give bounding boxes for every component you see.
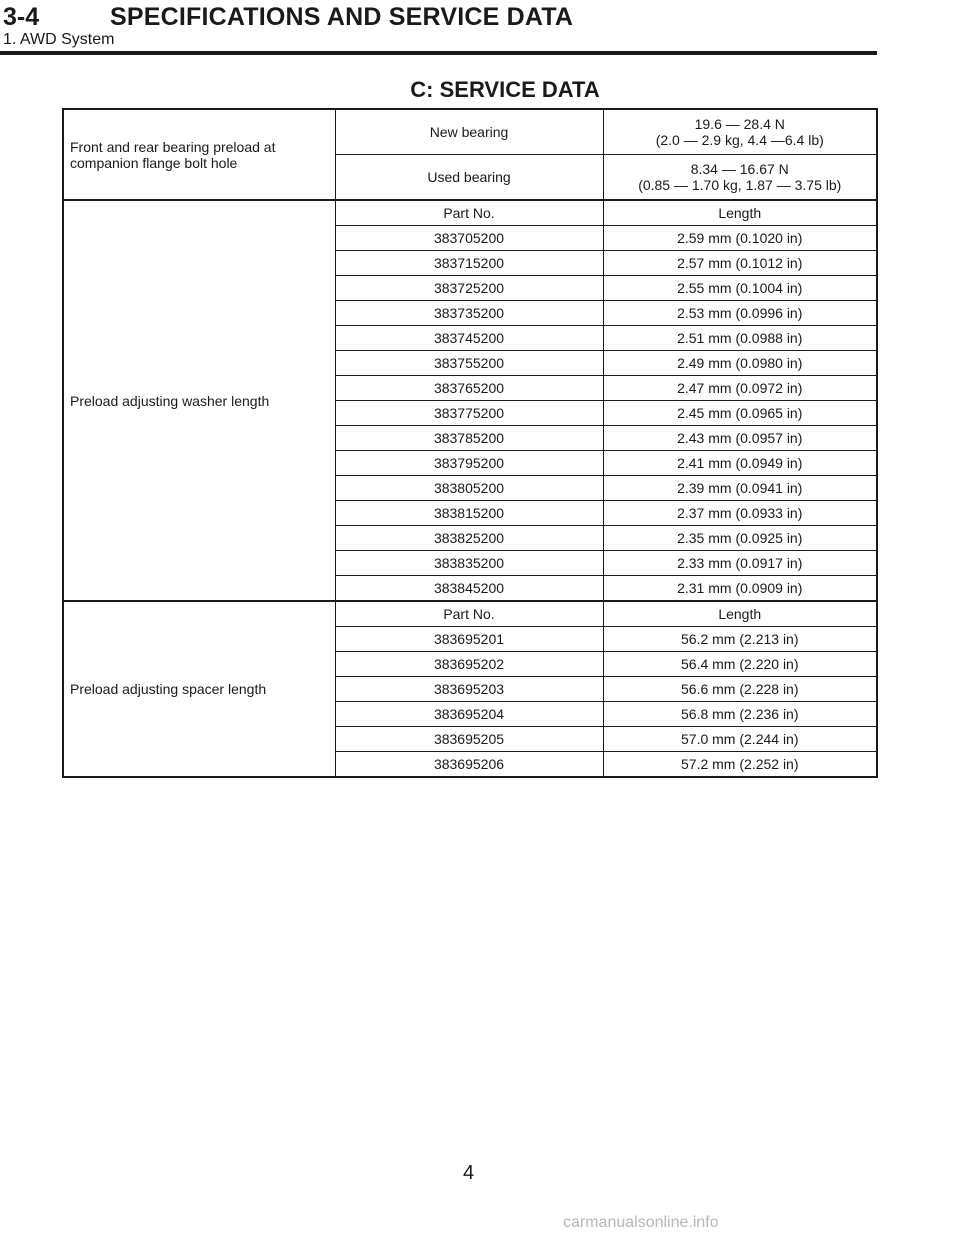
part-number-cell: 383775200 [335, 401, 603, 426]
part-number-cell: 383785200 [335, 426, 603, 451]
washer-length-label: Preload adjusting washer length [63, 200, 335, 601]
part-number-cell: 383695206 [335, 752, 603, 778]
length-cell: 2.43 mm (0.0957 in) [603, 426, 877, 451]
spacer-part-header: Part No. [335, 601, 603, 627]
length-cell: 56.4 mm (2.220 in) [603, 652, 877, 677]
section-title: C: SERVICE DATA [410, 77, 600, 102]
length-cell: 56.8 mm (2.236 in) [603, 702, 877, 727]
part-number-cell: 383695204 [335, 702, 603, 727]
used-bearing-value: 8.34 — 16.67 N (0.85 — 1.70 kg, 1.87 — 3.75 lb) [603, 155, 877, 201]
length-cell: 56.2 mm (2.213 in) [603, 627, 877, 652]
part-number-cell: 383745200 [335, 326, 603, 351]
part-number-cell: 383695205 [335, 727, 603, 752]
washer-length-header: Length [603, 200, 877, 226]
spacer-length-header: Length [603, 601, 877, 627]
part-number-cell: 383705200 [335, 226, 603, 251]
part-number-cell: 383725200 [335, 276, 603, 301]
part-number-cell: 383815200 [335, 501, 603, 526]
length-cell: 2.41 mm (0.0949 in) [603, 451, 877, 476]
part-number-cell: 383835200 [335, 551, 603, 576]
watermark: carmanualsonline.info [563, 1214, 719, 1231]
length-cell: 56.6 mm (2.228 in) [603, 677, 877, 702]
length-cell: 2.31 mm (0.0909 in) [603, 576, 877, 602]
new-bearing-value: 19.6 — 28.4 N (2.0 — 2.9 kg, 4.4 —6.4 lb) [603, 109, 877, 155]
length-cell: 2.37 mm (0.0933 in) [603, 501, 877, 526]
section-number: 3-4 [3, 3, 40, 31]
part-number-cell: 383695203 [335, 677, 603, 702]
washer-section [63, 200, 877, 601]
part-number-cell: 383755200 [335, 351, 603, 376]
length-cell: 2.53 mm (0.0996 in) [603, 301, 877, 326]
bearing-preload-label: Front and rear bearing preload at companion flange bolt hole [63, 109, 335, 200]
page-header-subtitle: 1. AWD System [3, 31, 115, 48]
page-header-title: SPECIFICATIONS AND SERVICE DATA [110, 3, 574, 31]
table-row [63, 109, 877, 155]
length-cell: 2.55 mm (0.1004 in) [603, 276, 877, 301]
length-cell: 2.57 mm (0.1012 in) [603, 251, 877, 276]
part-number-cell: 383845200 [335, 576, 603, 602]
length-cell: 2.49 mm (0.0980 in) [603, 351, 877, 376]
table-row [63, 601, 877, 627]
service-data-table [62, 108, 878, 778]
length-cell: 2.33 mm (0.0917 in) [603, 551, 877, 576]
table-row [63, 200, 877, 226]
length-cell: 2.47 mm (0.0972 in) [603, 376, 877, 401]
length-cell: 2.59 mm (0.1020 in) [603, 226, 877, 251]
part-number-cell: 383805200 [335, 476, 603, 501]
part-number-cell: 383795200 [335, 451, 603, 476]
spacer-length-label: Preload adjusting spacer length [63, 601, 335, 777]
length-cell: 2.51 mm (0.0988 in) [603, 326, 877, 351]
header-rule [0, 51, 877, 55]
part-number-cell: 383715200 [335, 251, 603, 276]
spacer-section [63, 601, 877, 777]
washer-part-header: Part No. [335, 200, 603, 226]
length-cell: 57.0 mm (2.244 in) [603, 727, 877, 752]
used-bearing-label: Used bearing [335, 155, 603, 201]
part-number-cell: 383695201 [335, 627, 603, 652]
length-cell: 2.39 mm (0.0941 in) [603, 476, 877, 501]
length-cell: 2.45 mm (0.0965 in) [603, 401, 877, 426]
part-number-cell: 383695202 [335, 652, 603, 677]
length-cell: 57.2 mm (2.252 in) [603, 752, 877, 778]
part-number-cell: 383735200 [335, 301, 603, 326]
length-cell: 2.35 mm (0.0925 in) [603, 526, 877, 551]
page-number: 4 [462, 1162, 475, 1184]
part-number-cell: 383825200 [335, 526, 603, 551]
new-bearing-label: New bearing [335, 109, 603, 155]
part-number-cell: 383765200 [335, 376, 603, 401]
